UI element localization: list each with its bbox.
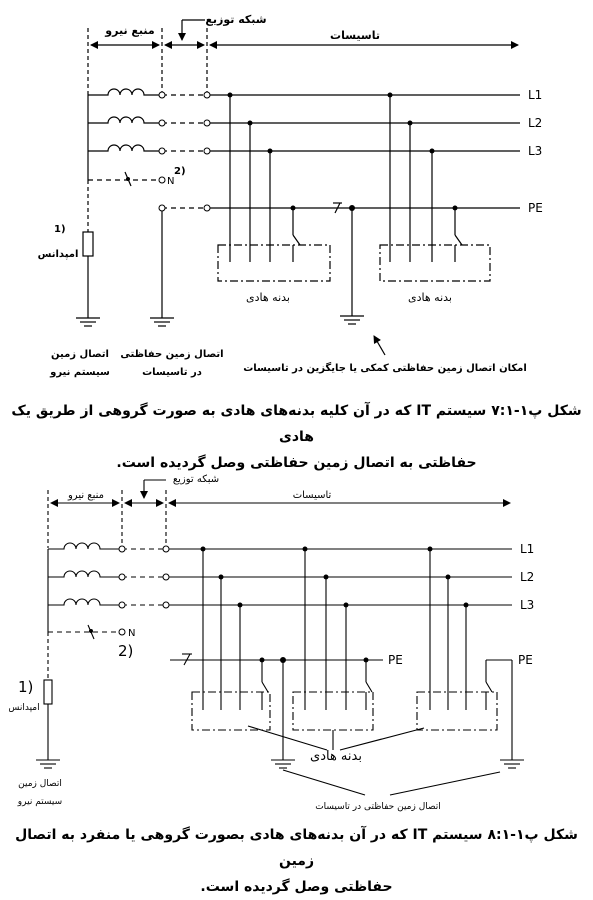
figure-2-diagram [0, 460, 593, 820]
label-n-2: N [128, 628, 136, 639]
label-l2: L2 [528, 116, 543, 130]
figure-2-caption-line-2: حفاظتی وصل گردیده است. [200, 879, 393, 895]
header-source-label-2: منبع نیرو [67, 490, 105, 501]
earth-install-label-1: اتصال زمین حفاظتی [120, 349, 224, 360]
label-pe2-2: PE [518, 653, 533, 667]
figure-1-caption-line-1: شکل پ۱-۷:۱ سیستم IT که در آن کلیه بدنه‌های هادی به صورت گروهی از طریق یک هادی [11, 403, 582, 445]
group-earth-symbol [271, 760, 295, 768]
source-coils-2 [48, 543, 122, 632]
earth-system-symbol [76, 318, 100, 326]
figure-1-diagram [0, 0, 593, 392]
earth-system-label-2-2: سیستم نیرو [17, 797, 63, 807]
earth-system-label-1: اتصال زمین [51, 349, 109, 360]
note-2-2: 2) [118, 642, 134, 660]
label-l1-2: L1 [520, 542, 535, 556]
label-pe: PE [528, 201, 543, 215]
body-left-label: بدنه هادی [246, 291, 290, 304]
source-coils [88, 89, 162, 180]
conductive-body-1 [192, 692, 270, 730]
earth-install-label-2: در تاسیسات [142, 367, 202, 378]
header-source-label: منبع نیرو [105, 24, 155, 37]
figure-1-caption-line-2: حفاظتی به اتصال زمین حفاظتی وصل گردیده است. [116, 455, 477, 471]
earth-system-symbol-2 [36, 760, 60, 768]
note-2: 2) [174, 166, 186, 177]
impedance-label: امپدانس [37, 249, 79, 260]
figure-2-caption-line-1: شکل پ۱-۸:۱ سیستم IT که در آن بدنه‌های هادی بصورت گروهی یا منفرد به اتصال زمین [15, 827, 578, 869]
aux-earth-symbol [340, 316, 364, 324]
label-pe-2: PE [388, 653, 403, 667]
conductive-body-3 [417, 692, 497, 730]
header-network-label-2: شبکه توزیع [172, 474, 220, 485]
header-network-label: شبکه توزیع [205, 13, 267, 26]
earth-system-label-2: سیستم نیرو [50, 367, 110, 378]
header-installation-label: تاسیسات [330, 29, 380, 42]
aux-note-arrow [374, 336, 385, 355]
body-label-2: بدنه هادی [310, 749, 362, 764]
label-l2-2: L2 [520, 570, 535, 584]
impedance-label-2: امپدانس [8, 703, 40, 713]
impedance-box [83, 232, 93, 256]
impedance-box-2 [44, 680, 52, 704]
earth-system-label-2-1: اتصال زمین [18, 779, 62, 789]
label-l3-2: L3 [520, 598, 535, 612]
aux-earth-note: امکان اتصال زمین حفاظتی کمکی یا جایگزین در تاسیسات [243, 363, 527, 374]
conductive-body-left [218, 245, 330, 281]
header-installation-label-2: تاسیسات [292, 490, 332, 501]
earth-install-label-2: اتصال زمین حفاظتی در تاسیسات [315, 802, 441, 812]
body-right-label: بدنه هادی [408, 291, 452, 304]
label-n: N [167, 176, 175, 187]
conductive-body-right [380, 245, 490, 281]
label-l3: L3 [528, 144, 543, 158]
individual-earth-symbol [500, 760, 524, 768]
figure-2-caption [10, 822, 583, 900]
label-l1: L1 [528, 88, 543, 102]
note-1-2: 1) [18, 678, 34, 696]
note-1: 1) [54, 224, 66, 235]
earth-install-symbol [150, 318, 174, 326]
